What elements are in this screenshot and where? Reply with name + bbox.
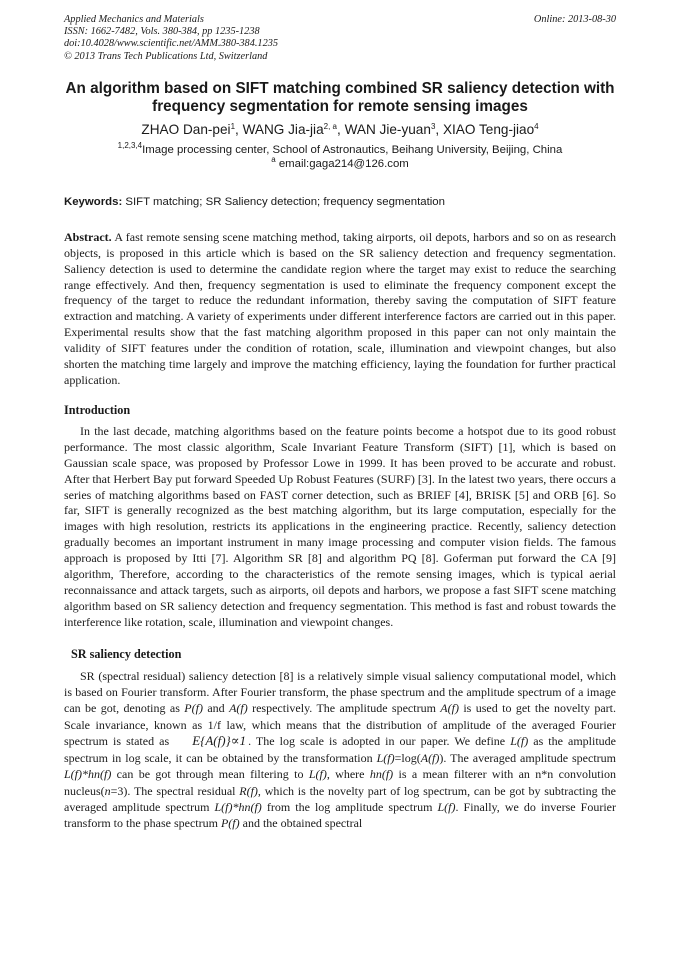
author-name: WAN Jie-yuan [344, 121, 431, 137]
author-sup: 2, a [323, 121, 337, 131]
journal-name: Applied Mechanics and Materials [64, 14, 204, 25]
sr-paragraph: SR (spectral residual) saliency detection [8] is a relatively simple visual saliency computational model, which is based on Fourier transform. After Fourier transform, the phase spectrum and the amplitude spectrum of a image can be got, denoting as P(f) and A(f) respectively. The amplitude spectrum A(f) is used to get the novelty part. Scale invariance, known as 1/f law, which means that the distribution of amplitude of the averaged Fourier spectrum is stated as E{A(f)}∝1 . The log scale is adopted in our paper. We define L(f) as the amplitude spectrum in log scale, it can be obtained by the transformation L(f)=log(A(f)). The averaged amplitude spectrum L(f)*hn(f) can be got through mean filtering to L(f), where hn(f) is a mean filterer with an n*n convolution nucleus(n=3). The spectral residual R(f), which is the novelty part of log spectrum, can be got by subtracting the averaged amplitude spectrum L(f)*hn(f) from the log amplitude spectrum L(f). Finally, we do inverse Fourier transform to the phase spectrum P(f) and the obtained spectral [64, 668, 617, 831]
author-name: XIAO Teng-jiao [442, 121, 535, 137]
affiliation-sup: 1,2,3,4 [117, 140, 143, 150]
formula-scale-invariance: E{A(f)}∝1 [192, 733, 247, 749]
online-date: Online: 2013-08-30 [533, 14, 616, 25]
affiliation-text: Image processing center, School of Astronautics, Beihang University, Beijing, China [142, 143, 563, 156]
author-sup: 3 [430, 121, 436, 131]
section-heading-introduction: Introduction [64, 402, 131, 417]
abstract-label: Abstract. [64, 229, 112, 244]
section-heading-sr: SR saliency detection [71, 646, 182, 661]
affiliation [64, 140, 616, 172]
author-list: ZHAO Dan-pei$^1$, WANG Jia-jia$^{2, a}$, WAN Jie-yuan$^3$, XIAO Teng-jiao$^4$ [141, 121, 539, 137]
keywords [64, 195, 616, 209]
introduction-paragraph: In the last decade, matching algorithms based on the feature points become a hotspot due to its good robust performance. The most classic algorithm, Scale Invariant Feature Transform (SIFT) [1], which is based on Gaussian scale space, was proposed by Professor Lowe in 1999. It has been proved to be accurate and robust. After that Herbert Bay put forward Speeded Up Robust Features (SURF) [3]. In the latest two years, there occurs a series of matching algorithms based on FAST corner detection, such as BRIEF [4], BRISK [5] and ORB [6]. So far, SIFT is generally recognized as the best matching algorithm, but its large computation, especially for the images with high resolution, restricts its applications in the engineering practice. Recently, saliency detection gradually becomes an important instrument in many image processing and computer vision fields. The famous approach is proposed by Itti [7]. Algorithm SR [8] and algorithm PQ [8]. Goferman put forward the CA [9] algorithm, Therefore, according to the characteristics of the remote sensing images, which is typical aerial reconnaissance and attack targets, such as airports, oil depots and harbors, we propose a fast SIFT scene matching algorithm based on SR saliency detection and frequency segmentation. This method is fast and robust towards the interference like rotation, scale, illumination and viewpoint changes. [64, 423, 616, 629]
journal-header [64, 14, 616, 63]
author-sup: 1 [230, 121, 236, 131]
paper-title: An algorithm based on SIFT matching combined SR saliency detection with frequency segmentation for remote sensing images [65, 79, 615, 115]
email-sup: a [271, 155, 276, 165]
keywords-label: Keywords: [64, 195, 123, 208]
author-sup: 4 [534, 121, 539, 131]
copyright-line: © 2013 Trans Tech Publications Ltd, Switzerland [64, 50, 268, 62]
abstract [64, 230, 616, 389]
author-name: ZHAO Dan-pei [141, 121, 231, 137]
email-text: email:gaga214@126.com [278, 158, 409, 171]
author-name: WANG Jia-jia [242, 121, 324, 137]
issn-line: ISSN: 1662-7482, Vols. 380-384, pp 1235-1238 [64, 26, 260, 38]
keywords-text: SIFT matching; SR Saliency detection; frequency segmentation [125, 195, 445, 208]
abstract-text: A fast remote sensing scene matching method, taking airports, oil depots, harbors and so on as research objects, is proposed in this article which is based on the SR saliency detection and frequency segmentation. Saliency detection is used to determine the candidate region where the target may exist to reduce the searching range effectively. And then, frequency segmentation is used to eliminate the frequency component except the frequency of the target to reduce the redundant information, thereby saving the computation of SIFT feature extraction and matching. A variety of experiments under different interference factors are carried out in this paper. Experimental results show that the fast matching algorithm proposed in this paper can not only maintain the validity of SIFT features under the condition of rotation, scale, illumination and viewpoint changes, but also shorten the matching time largely and improve the matching efficiency, laying the foundation for further practical application. [64, 229, 616, 387]
paper-page [64, 14, 616, 832]
doi-line: doi:10.4028/www.scientific.net/AMM.380-384.1235 [64, 38, 279, 50]
